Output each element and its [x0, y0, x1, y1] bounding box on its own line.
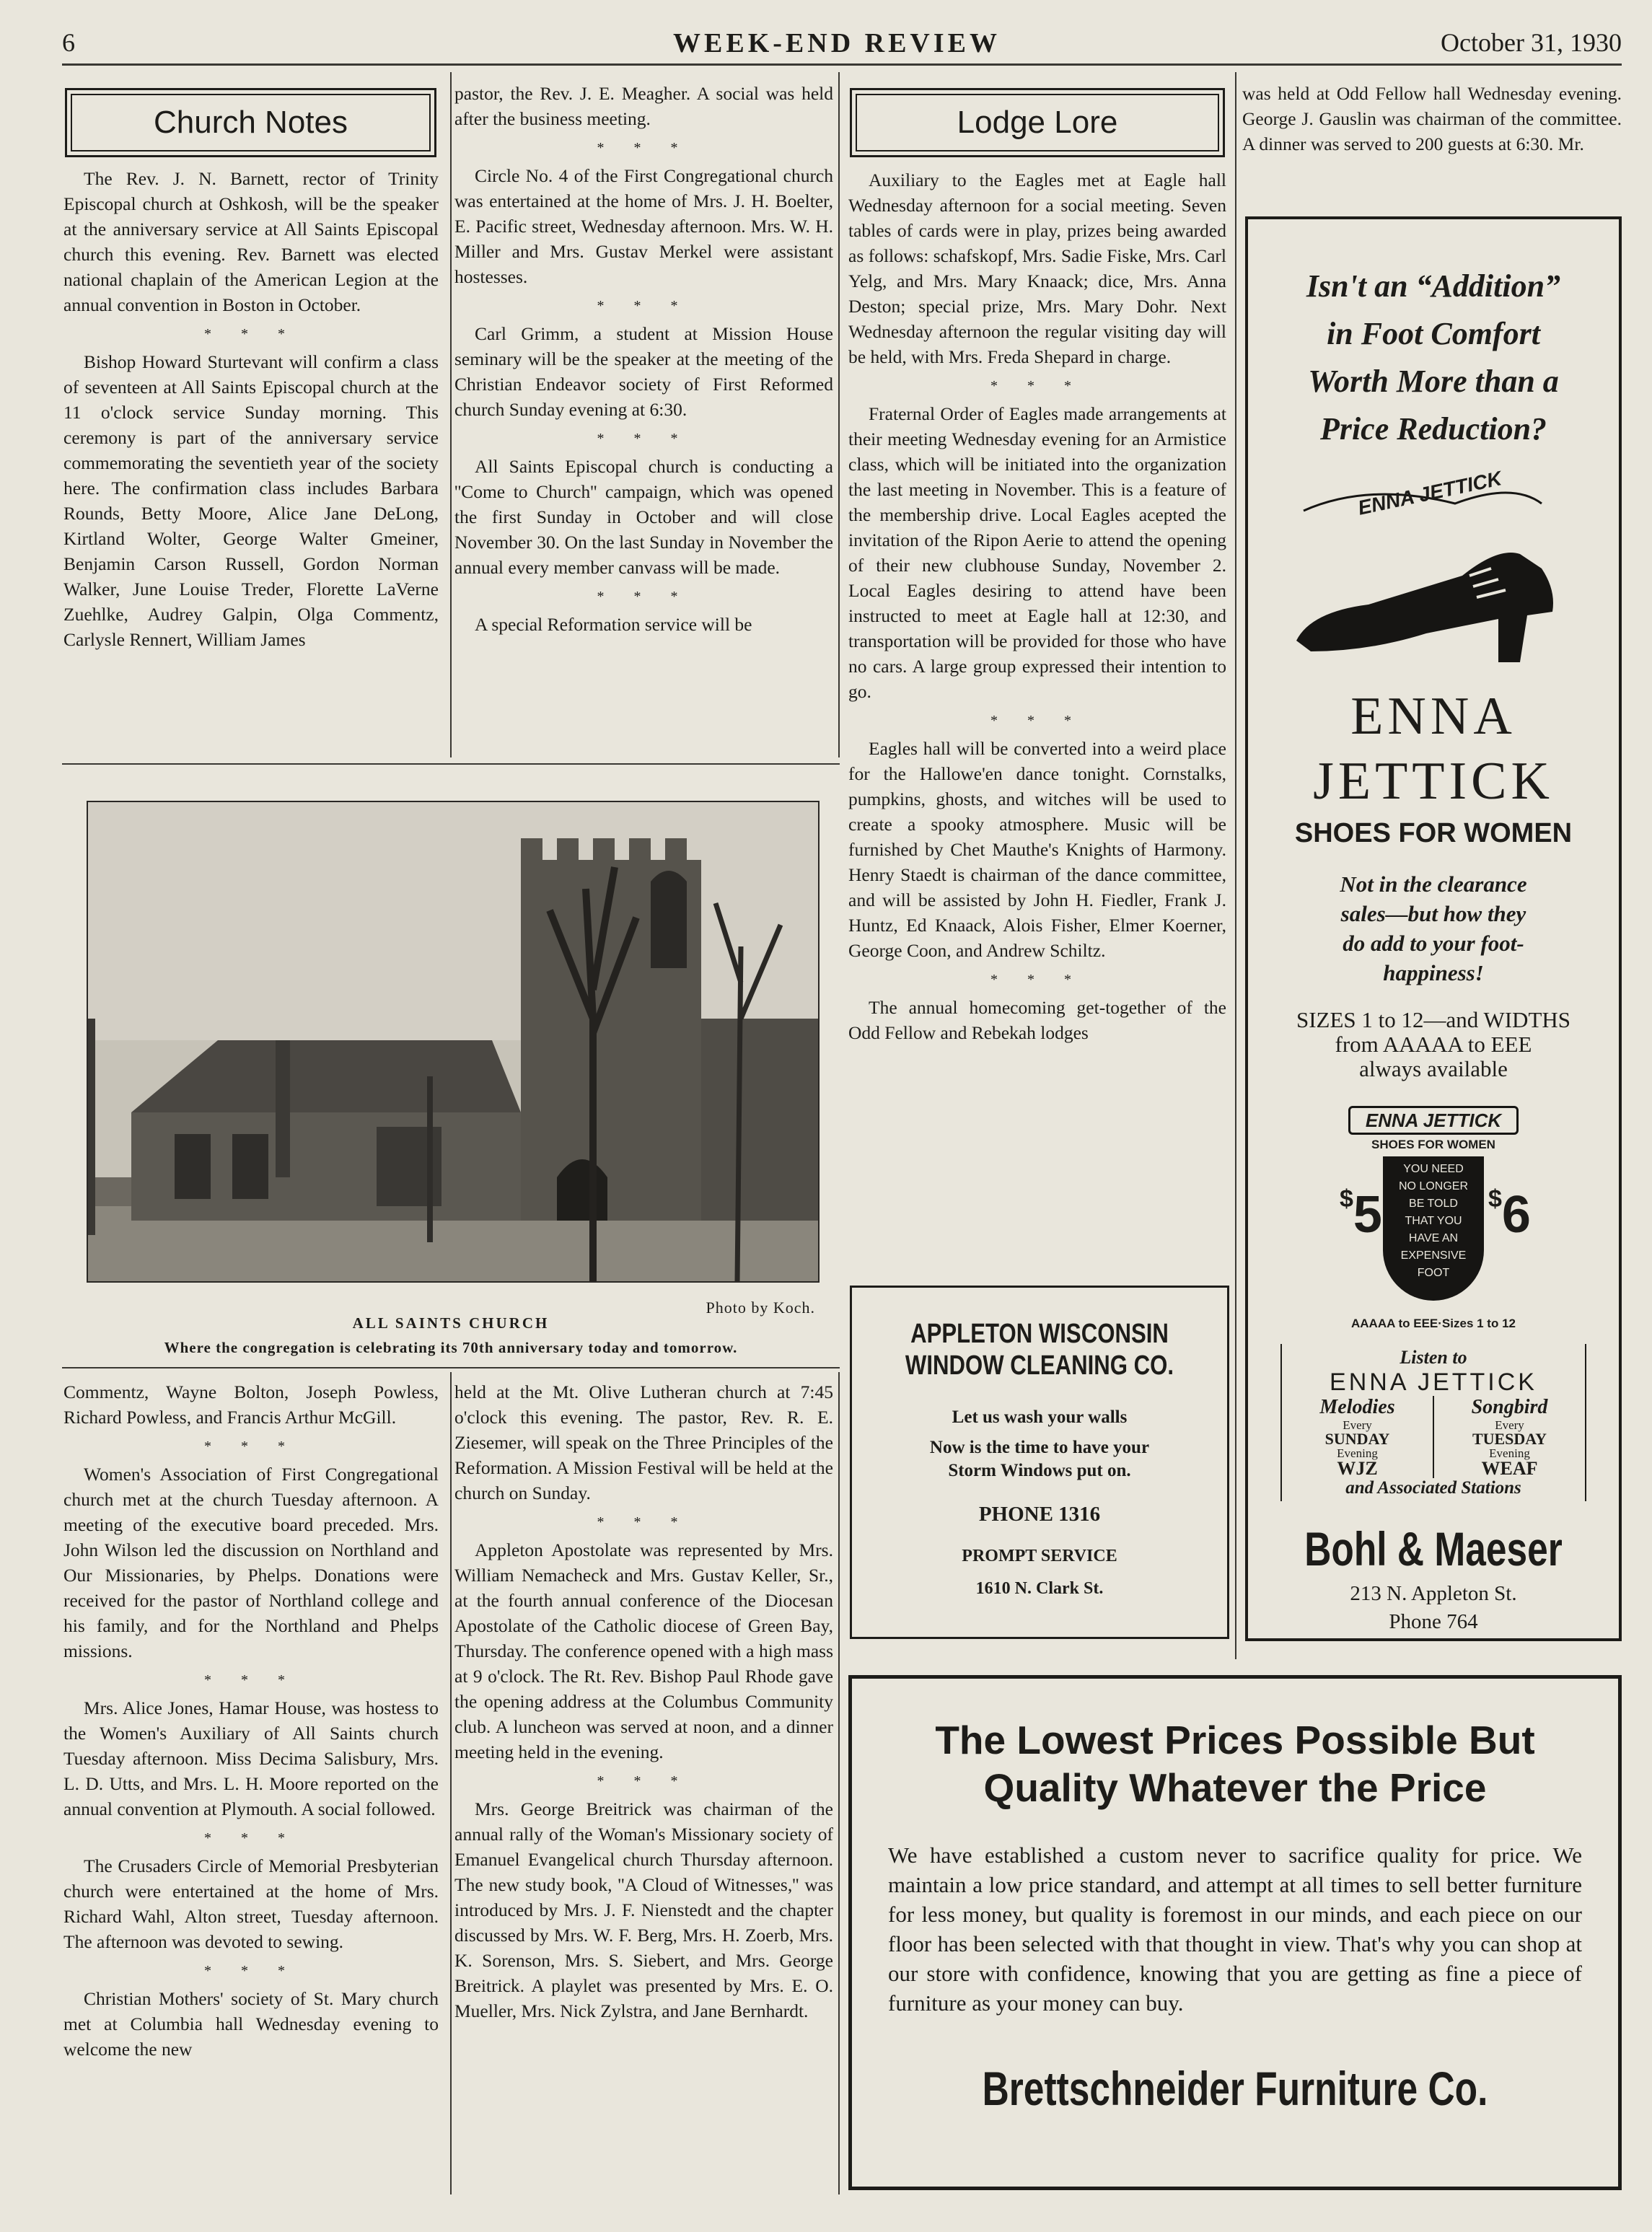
separator: * * *: [597, 1773, 691, 1789]
separator: * * *: [597, 431, 691, 447]
photo-credit: Photo by Koch.: [706, 1299, 815, 1317]
window-ad-address: 1610 N. Clark St.: [975, 1579, 1104, 1598]
church-photo-illustration: [88, 802, 818, 1281]
column-rule: [838, 1372, 840, 2194]
furniture-headline: Quality Whatever the Price: [983, 1765, 1487, 1810]
badge-brand: ENNA JETTICK: [1348, 1106, 1519, 1135]
badge-text: FOOT: [1417, 1267, 1450, 1279]
article: Commentz, Wayne Bolton, Joseph Powless, Richard Powless, and Francis Arthur McGill.: [63, 1381, 439, 1428]
issue-date: October 31, 1930: [1441, 28, 1622, 57]
program-time: Evening: [1337, 1446, 1378, 1460]
church-notes-col1-bottom: [63, 1379, 439, 2194]
church-notes-col2-top: [454, 81, 833, 744]
window-ad-service: PROMPT SERVICE: [962, 1547, 1117, 1565]
page-number: 6: [62, 28, 75, 57]
badge-panel: [1383, 1156, 1484, 1301]
photo-bottom-rule: [62, 1367, 840, 1368]
price-low: [1340, 1185, 1382, 1244]
furniture-body: We have established a custom never to sacrifice quality for price. We maintain a low price standard, and attempt at all times to sell better furniture for less money, but quality is foremost in our minds, and each piece on our floor has been selected with that thought in view. That's why you can shop at our store with confidence, knowing that you are getting as fine a piece of furniture as your money can buy.: [888, 1842, 1582, 2016]
furniture-company: Brettschneider Furniture Co.: [982, 2062, 1488, 2115]
separator: * * *: [204, 1438, 298, 1454]
badge-text: EXPENSIVE: [1400, 1249, 1467, 1262]
shoe-sizes: from AAAAA to EEE: [1335, 1032, 1532, 1057]
article: Appleton Apostolate was represented by Mrs. William Nemacheck and Mrs. Gustav Keller, Sr., at the fourth annual conference of the Diocesan Apostolate of the Catholic diocese of Green Bay, Thursday. The conference opened with a high mass at 9 o'clock. The Rt. Rev. Bishop Paul Rhode gave the opening address at the Columbus Community club. A luncheon was served at noon, and a dinner meeting held in the evening.: [454, 1539, 833, 1762]
separator: * * *: [597, 298, 691, 314]
separator: * * *: [204, 1830, 298, 1846]
price-high-value: 6: [1501, 1186, 1531, 1244]
furniture-ad: [848, 1675, 1622, 2190]
shoe-ad-headline: Price Reduction?: [1319, 411, 1547, 447]
article: held at the Mt. Olive Lutheran church at 7:45 o'clock this evening. The pastor, Rev. R. E. Ziesemer, will speak on the Three Principles of the Reformation. A Mission Festival will be held at the church on Sunday.: [454, 1381, 833, 1503]
program-name: Melodies: [1319, 1396, 1395, 1418]
article: Christian Mothers' society of St. Mary church met at Columbia hall Wednesday evening to welcome the new: [63, 1988, 439, 2060]
shoe-logo: ENNA JETTICK: [1356, 467, 1504, 519]
church-notes-col1-top: [63, 166, 439, 743]
article: Eagles hall will be converted into a weird place for the Hallowe'en dance tonight. Cornstalks, pumpkins, ghosts, and witches will be used to create a spooky atmosphere. Music will be furnished by Chet Mauthe's Knights of Harmony. Henry Staedt is chairman of the dance committee, and will be assisted by John H. Fiedler, Frank J. Huntz, Ed Knaack, Alois Fisher, Elmer Koerner, George Coon, and Andrew Schiltz.: [848, 738, 1226, 961]
radio-associated: and Associated Stations: [1345, 1478, 1521, 1498]
radio-melodies: [1282, 1396, 1434, 1478]
lodge-lore-col4: [1242, 81, 1622, 196]
dealer-address: 213 N. Appleton St.: [1350, 1582, 1517, 1605]
shoe-ad: [1245, 216, 1622, 1641]
shoe-sizes: always available: [1359, 1056, 1508, 1081]
photo-caption: Where the congregation is celebrating its 70th anniversary today and tomorrow.: [164, 1339, 738, 1356]
radio-box: [1280, 1344, 1586, 1501]
article: was held at Odd Fellow hall Wednesday evening. George J. Gauslin was chairman of the committee. A dinner was served to 200 guests at 6:30. Mr.: [1242, 83, 1622, 154]
shoe-subtitle: SHOES FOR WOMEN: [1294, 818, 1573, 848]
badge-text: BE TOLD: [1409, 1198, 1458, 1210]
program-day: TUESDAY: [1472, 1430, 1547, 1448]
shoe-ad-headline: Worth More than a: [1308, 364, 1559, 399]
program-station: WJZ: [1337, 1458, 1378, 1479]
shoe-sizes: SIZES 1 to 12—and WIDTHS: [1296, 1007, 1571, 1032]
badge-sizes: AAAAA to EEE·Sizes 1 to 12: [1351, 1317, 1516, 1330]
article: Bishop Howard Sturtevant will confirm a class of seventeen at All Saints Episcopal church at the 11 o'clock service Sunday morning. This ceremony is part of the anniversary service commemorating the seventieth year of the society here. The confirmation class includes Barbara Rounds, Betty Moore, Alice Jane DeLong, Kirtland Wolter, George Walter Gmeiner, Benjamin Carson Russell, Gordon Norman Walker, June Louise Treder, Florette LaVerne Zuehlke, Audrey Galpin, Olga Commentz, Carlysle Rennert, William James: [63, 351, 439, 650]
price-high: [1488, 1185, 1531, 1244]
shoe-brand: JETTICK: [1313, 752, 1554, 811]
church-notes-col2-bottom: [454, 1379, 833, 2194]
badge-text: YOU NEED: [1403, 1163, 1464, 1175]
column-rule: [1235, 72, 1236, 1659]
column-rule: [838, 72, 840, 757]
program-station: WEAF: [1481, 1458, 1538, 1479]
separator: * * *: [597, 140, 691, 156]
shoe-pitch: do add to your foot-: [1343, 931, 1524, 956]
shoe-pitch: happiness!: [1383, 960, 1484, 985]
program-day: SUNDAY: [1324, 1430, 1390, 1448]
separator: * * *: [204, 1963, 298, 1979]
article: The Rev. J. N. Barnett, rector of Trinity Episcopal church at Oshkosh, will be the speaker at the anniversary service at All Saints Episcopal church this evening. Rev. Barnett was elected national chaplain of the American Legion at the annual convention in Boston in October.: [63, 168, 439, 315]
article: Circle No. 4 of the First Congregational church was entertained at the home of Mrs. J. H. Boelter, E. Pacific street, Wednesday afternoon. Mrs. W. H. Miller and Mrs. Gustav Merkel were assistant hostesses.: [454, 165, 833, 287]
dealer-phone: Phone 764: [1389, 1610, 1478, 1633]
separator: * * *: [204, 326, 298, 342]
program-name: Songbird: [1471, 1396, 1548, 1418]
radio-listen: Listen to: [1400, 1347, 1467, 1368]
separator: * * *: [990, 378, 1084, 394]
article: The annual homecoming get-together of the Odd Fellow and Rebekah lodges: [848, 997, 1226, 1043]
lodge-lore-heading: Lodge Lore: [850, 88, 1225, 157]
photo-top-rule: [62, 763, 840, 765]
separator: * * *: [204, 1672, 298, 1688]
masthead: WEEK-END REVIEW: [673, 28, 1001, 58]
badge-sub: SHOES FOR WOMEN: [1371, 1138, 1495, 1151]
dollar-sign: $: [1340, 1185, 1353, 1213]
photo-title: ALL SAINTS CHURCH: [352, 1314, 550, 1332]
separator: * * *: [990, 713, 1084, 729]
badge-text: HAVE AN: [1408, 1232, 1459, 1244]
dollar-sign: $: [1488, 1185, 1502, 1213]
window-ad-company: APPLETON WISCONSIN: [910, 1319, 1169, 1349]
radio-programs: [1282, 1396, 1585, 1478]
window-cleaning-ad: [850, 1286, 1229, 1639]
article: Carl Grimm, a student at Mission House seminary will be the speaker at the meeting of the Christian Endeavor society of First Reformed church Sunday evening at 6:30.: [454, 323, 833, 420]
shoe-pitch: sales—but how they: [1340, 901, 1526, 926]
price-low-value: 5: [1353, 1186, 1382, 1244]
shoe-illustration: [1282, 467, 1585, 677]
badge-text: NO LONGER: [1398, 1180, 1468, 1192]
article: pastor, the Rev. J. E. Meagher. A social was held after the business meeting.: [454, 83, 833, 129]
program-when: Every: [1343, 1418, 1372, 1432]
window-ad-line: Now is the time to have your: [929, 1438, 1150, 1457]
radio-brand: ENNA JETTICK: [1330, 1368, 1537, 1396]
furniture-headline: The Lowest Prices Possible But: [935, 1718, 1535, 1762]
separator: * * *: [597, 1514, 691, 1530]
shoe-pitch: Not in the clearance: [1340, 871, 1527, 897]
separator: * * *: [597, 589, 691, 605]
radio-songbird: [1434, 1396, 1585, 1478]
window-ad-phone: PHONE 1316: [978, 1503, 1101, 1526]
window-ad-company: WINDOW CLEANING CO.: [905, 1350, 1174, 1381]
article: Auxiliary to the Eagles met at Eagle hall Wednesday afternoon for a social meeting. Seven tables of cards were in play, prizes being awarded as follows: schafskopf, Mrs. Sadie Fiske, Mrs. Carl Yelg, and Mrs. Mary Knaack; dice, Mrs. Anna Deston; special prize, Mrs. Mary Dohr. Next Wednesday afternoon the regular visiting day will be held, with Mrs. Freda Shepard in charge.: [848, 170, 1226, 367]
church-notes-heading: Church Notes: [65, 88, 436, 157]
separator: * * *: [990, 972, 1084, 988]
article: Women's Association of First Congregational church met at the church Tuesday afternoon. A meeting of the executive board preceded. Mrs. John Wilson led the discussion on Northland and Our Missionaries, by Phelps. Donations were received for the pastor of Northland college and his family, and for the Northland and Phelps missions.: [63, 1464, 439, 1661]
lodge-lore-col3: [848, 167, 1226, 1257]
program-time: Evening: [1489, 1446, 1530, 1460]
window-ad-line: Let us wash your walls: [952, 1407, 1128, 1427]
dealer-name: Bohl & Maeser: [1304, 1522, 1563, 1576]
column-rule: [450, 1372, 452, 2194]
column-rule: [450, 72, 452, 757]
article: Fraternal Order of Eagles made arrangements at their meeting Wednesday evening for an Armistice class, which will be initiated into the organization the last meeting in November. This is a feature of the membership drive. Local Eagles acepted the invitation of the Ripon Aerie to attend the opening of their new clubhouse Sunday, November 2. Local Eagles desiring to attend have been instructed to meet at Eagle hall at 12:30, and transportation will be provided for those who have no cars. A large group expressed their intention to go.: [848, 403, 1226, 702]
article: Mrs. Alice Jones, Hamar House, was hostess to the Women's Auxiliary of All Saints church Tuesday afternoon. Miss Decima Salisbury, Mrs. L. D. Utts, and Mrs. L. H. Moore reported on the annual convention at Plymouth. A social followed.: [63, 1697, 439, 1819]
window-ad-line: Storm Windows put on.: [948, 1461, 1131, 1480]
church-photo: [87, 801, 820, 1283]
article: All Saints Episcopal church is conducting a ''Come to Church'' campaign, which was opened the first Sunday in October and will close November 30. On the last Sunday in November the annual every member canvass will be made.: [454, 456, 833, 578]
header-rule: [62, 63, 1622, 66]
shoe-brand: ENNA: [1350, 687, 1516, 746]
program-when: Every: [1495, 1418, 1524, 1432]
article: The Crusaders Circle of Memorial Presbyterian church were entertained at the home of Mrs. Richard Wahl, Alton street, Tuesday afternoon. The afternoon was devoted to sewing.: [63, 1855, 439, 1952]
shoe-ad-headline: in Foot Comfort: [1327, 316, 1540, 351]
badge-text: THAT YOU: [1405, 1215, 1462, 1227]
shoe-ad-headline: Isn't an “Addition”: [1306, 268, 1561, 304]
price-badge: [1318, 1106, 1549, 1337]
article: Mrs. George Breitrick was chairman of the annual rally of the Woman's Missionary society of Emanuel Evangelical church Thursday afternoon. The new study book, ''A Cloud of Witnesses,'' was introduced by Mrs. J. F. Nienstedt and the chapter discussed by Mrs. W. F. Berg, Mrs. H. Zoerb, Mrs. K. Sorenson, Mrs. S. Siebert, and Mrs. George Breitrick. A playlet was presented by Mrs. E. O. Mueller, Mrs. Nick Zylstra, and Jane Bernhardt.: [454, 1798, 833, 2021]
article: A special Reformation service will be: [475, 614, 752, 635]
